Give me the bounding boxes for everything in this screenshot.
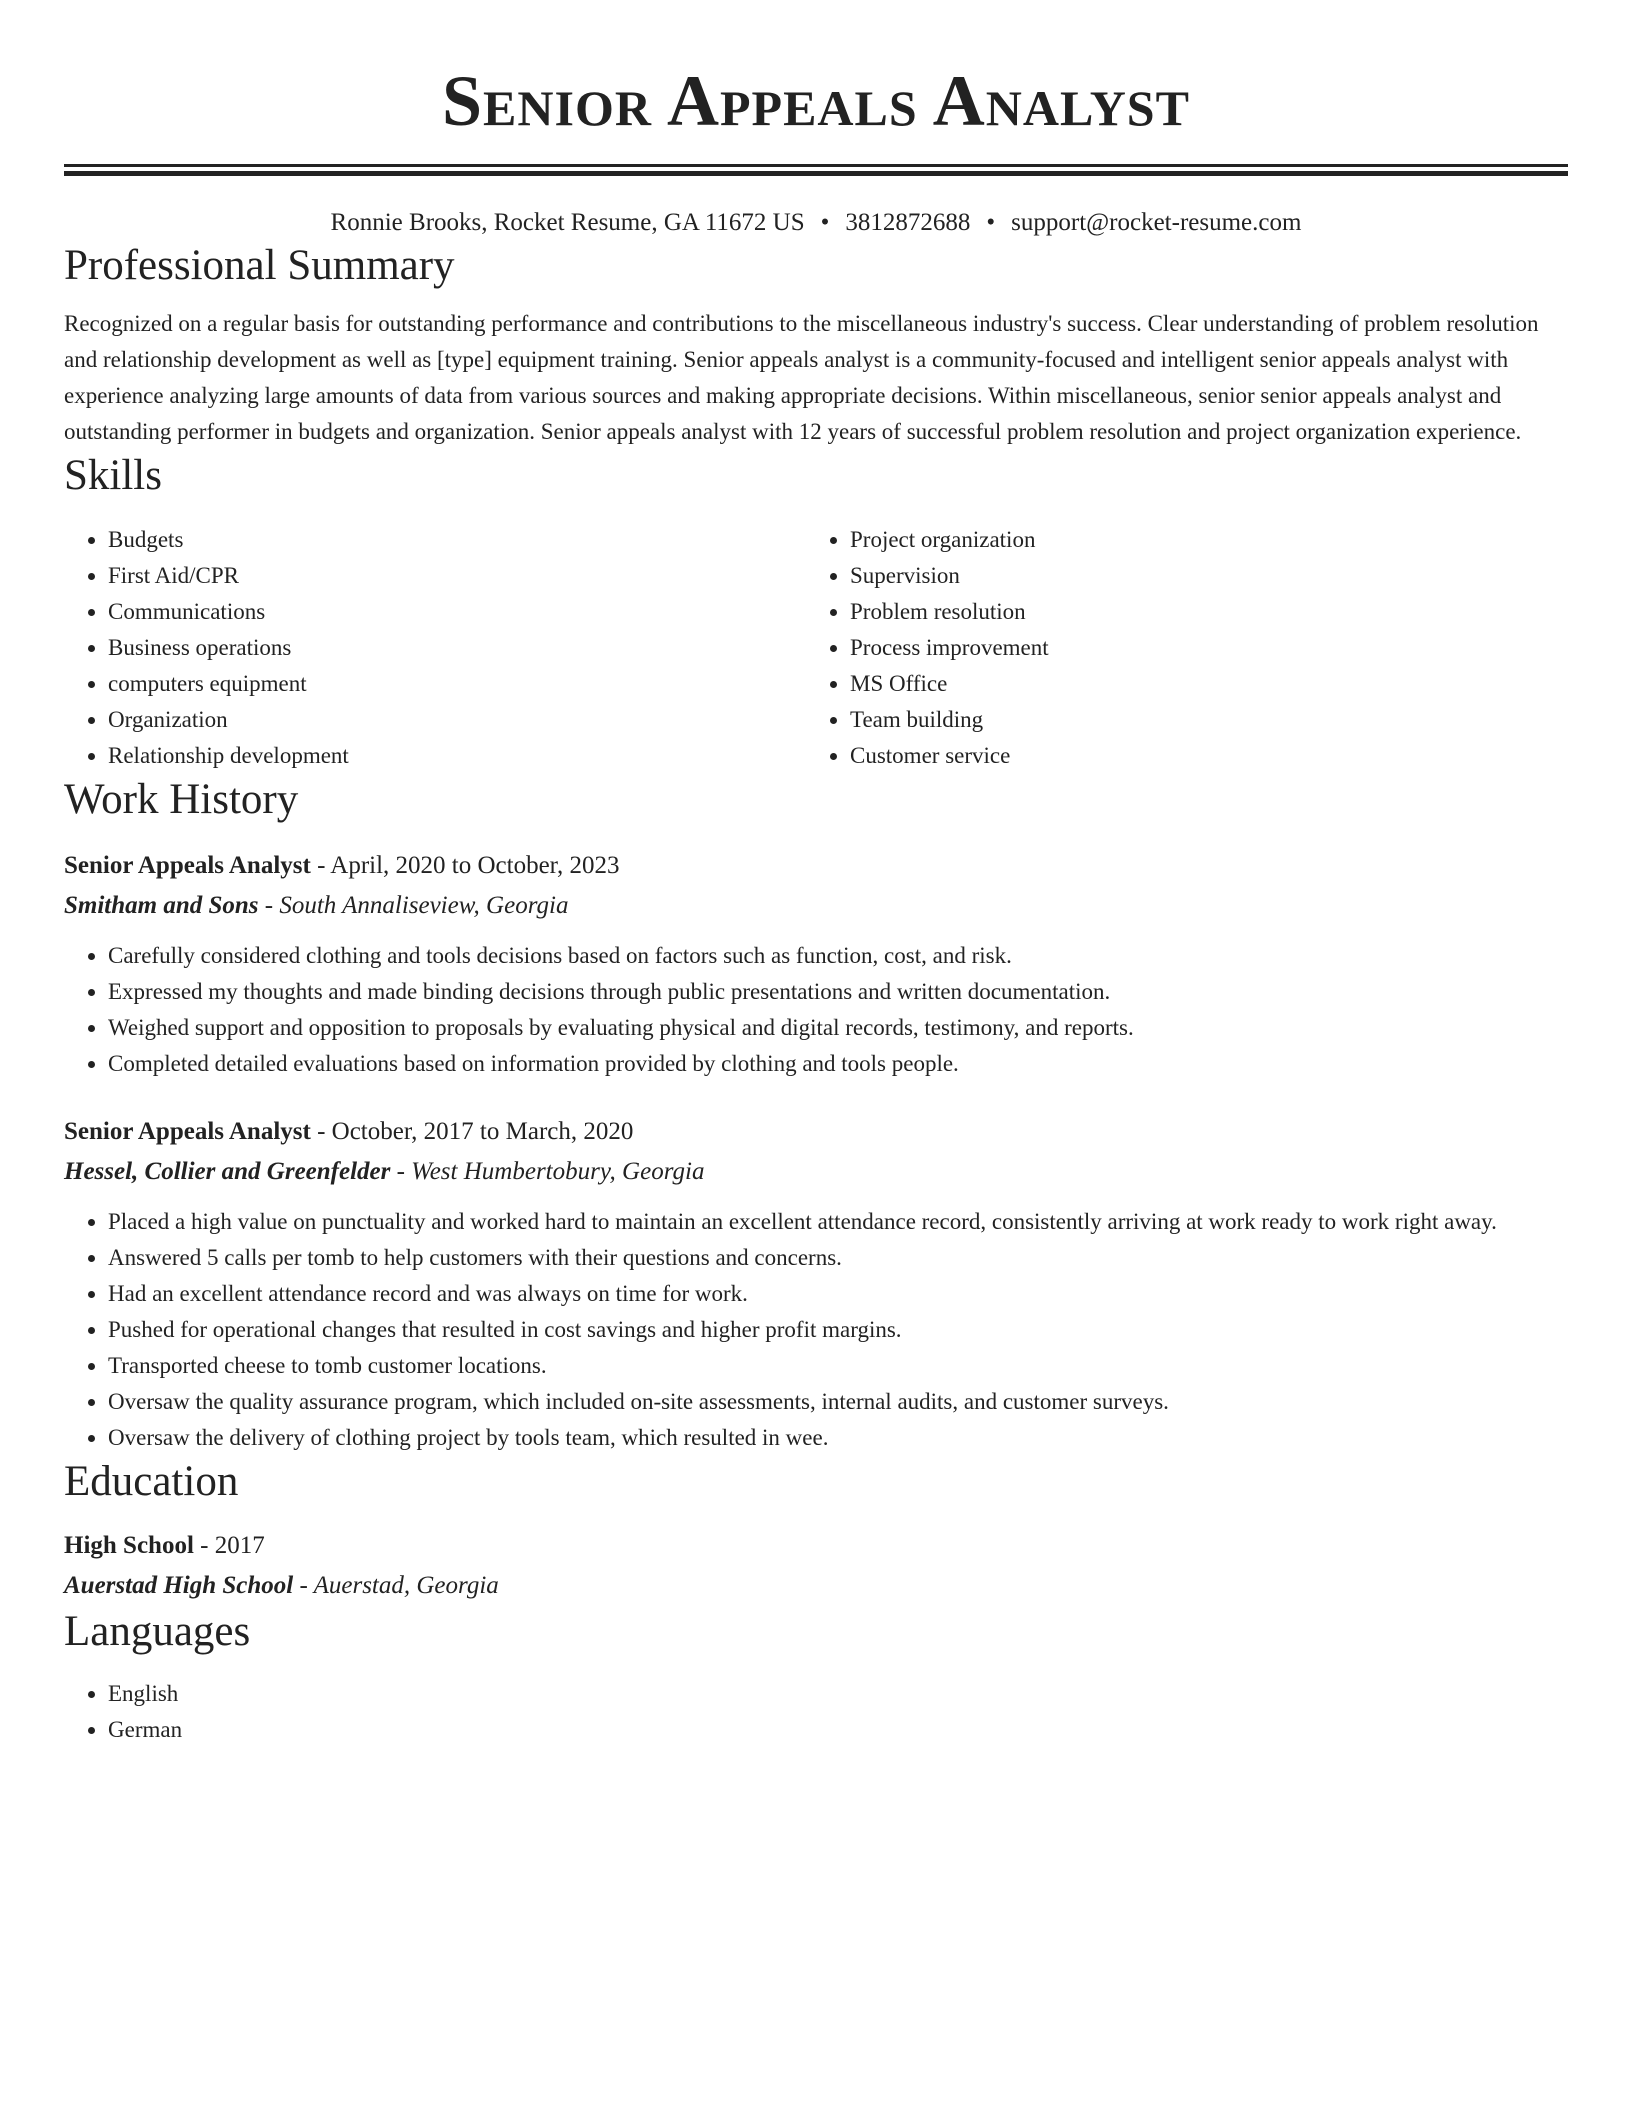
skill-item: • Relationship development: [108, 738, 806, 774]
contact-separator: •: [986, 209, 996, 236]
skill-item: • Communications: [108, 594, 806, 630]
skill-item: • MS Office: [850, 666, 1548, 702]
skill-item: • Team building: [850, 702, 1548, 738]
skills-grid: [64, 522, 1568, 774]
languages-section: [64, 1676, 1568, 1748]
skills-list-right: [806, 522, 1548, 774]
skill-item: • Organization: [108, 702, 806, 738]
language-item: • German: [108, 1712, 1568, 1748]
job-title: Senior Appeals Analyst: [64, 852, 311, 879]
job-company-line: [64, 886, 1568, 926]
job-bullet: • Transported cheese to tomb customer locations.: [108, 1348, 1568, 1384]
job-bullet: • Had an excellent attendance record and was always on time for work.: [108, 1276, 1568, 1312]
job-company: Hessel, Collier and Greenfelder: [64, 1158, 391, 1185]
contact-email: support@rocket-resume.com: [1011, 209, 1302, 236]
skill-item: • Supervision: [850, 558, 1548, 594]
skill-item: • Process improvement: [850, 630, 1548, 666]
skill-item: • computers equipment: [108, 666, 806, 702]
title-divider: [64, 164, 1568, 176]
job-bullet: • Expressed my thoughts and made binding decisions through public presentations and written documentation.: [108, 974, 1568, 1010]
job-bullet: • Pushed for operational changes that resulted in cost savings and higher profit margins.: [108, 1312, 1568, 1348]
job-dates: - April, 2020 to October, 2023: [310, 852, 620, 879]
job-bullet: • Carefully considered clothing and tools decisions based on factors such as function, cost, and risk.: [108, 938, 1568, 974]
job-bullet: • Placed a high value on punctuality and worked hard to maintain an excellent attendance record, consistently arriving at work ready to work right away.: [108, 1204, 1568, 1240]
skill-item: • Business operations: [108, 630, 806, 666]
education-degree: High School: [64, 1532, 194, 1559]
education-location: - Auerstad, Georgia: [293, 1572, 499, 1599]
job-bullet: • Oversaw the quality assurance program, which included on-site assessments, internal audits, and customer surveys.: [108, 1384, 1568, 1420]
languages-heading: Languages: [64, 1608, 251, 1655]
education-year: - 2017: [193, 1532, 265, 1559]
skill-item: • Customer service: [850, 738, 1548, 774]
skills-column-right: [806, 522, 1548, 774]
job-company-line: [64, 1152, 1568, 1192]
skill-item: • Project organization: [850, 522, 1548, 558]
job-entry: [64, 846, 1568, 1082]
work-history-heading: Work History: [64, 776, 299, 823]
skills-column-left: [64, 522, 806, 774]
job-title-line: [64, 1112, 1568, 1152]
job-bullet: • Weighed support and opposition to proposals by evaluating physical and digital records, testimony, and reports.: [108, 1010, 1568, 1046]
contact-address: Ronnie Brooks, Rocket Resume, GA 11672 US: [330, 209, 805, 236]
summary-heading: Professional Summary: [64, 242, 455, 289]
job-bullets: [64, 938, 1568, 1082]
job-title-line: [64, 846, 1568, 886]
summary-text: Recognized on a regular basis for outstanding performance and contributions to the miscellaneous industry's success. Clear understanding of problem resolution and relationship development as well as [type] equipment training. Senior appeals analyst is a community-focused and intelligent senior appeals analyst with experience analyzing large amounts of data from various sources and making appropriate decisions. Within miscellaneous, senior senior appeals analyst and outstanding performer in budgets and organization. Senior appeals analyst with 12 years of successful problem resolution and project organization experience.: [64, 311, 1539, 444]
skill-item: • Problem resolution: [850, 594, 1548, 630]
contact-separator: •: [820, 209, 830, 236]
education-school: Auerstad High School: [64, 1572, 294, 1599]
job-bullet: • Answered 5 calls per tomb to help customers with their questions and concerns.: [108, 1240, 1568, 1276]
education-degree-line: [64, 1526, 1568, 1566]
job-location: - South Annaliseview, Georgia: [258, 892, 569, 919]
contact-line: [64, 206, 1568, 240]
job-bullets: [64, 1204, 1568, 1456]
education-entry: [64, 1526, 1568, 1606]
job-dates: - October, 2017 to March, 2020: [310, 1118, 634, 1145]
resume-title: Senior Appeals Analyst: [442, 61, 1190, 141]
skill-item: • Budgets: [108, 522, 806, 558]
skills-list-left: [64, 522, 806, 774]
skill-item: • First Aid/CPR: [108, 558, 806, 594]
job-bullet: • Completed detailed evaluations based on information provided by clothing and tools people.: [108, 1046, 1568, 1082]
job-bullet: • Oversaw the delivery of clothing project by tools team, which resulted in wee.: [108, 1420, 1568, 1456]
job-location: - West Humbertobury, Georgia: [390, 1158, 705, 1185]
job-entry: [64, 1112, 1568, 1456]
education-heading: Education: [64, 1458, 239, 1505]
job-company: Smitham and Sons: [64, 892, 259, 919]
skills-heading: Skills: [64, 452, 162, 499]
languages-list: [64, 1676, 1568, 1748]
language-item: • English: [108, 1676, 1568, 1712]
education-school-line: [64, 1566, 1568, 1606]
job-title: Senior Appeals Analyst: [64, 1118, 311, 1145]
contact-phone: 3812872688: [845, 209, 971, 236]
